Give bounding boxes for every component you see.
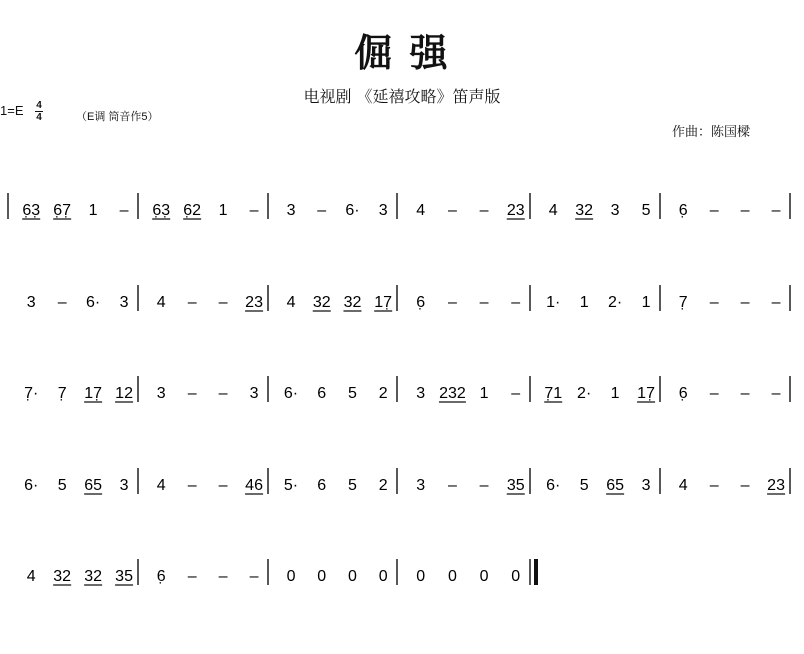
note-group: 2· [577, 385, 592, 402]
note-group: 5· [283, 477, 299, 494]
note-group: – [740, 385, 750, 402]
note-group: 6 [317, 477, 327, 494]
note-group: 1 [88, 202, 98, 219]
key-signature: 1=E [0, 103, 24, 118]
note-group: – [187, 568, 197, 585]
note-group: 3 [119, 477, 129, 494]
note-group: 3 [286, 202, 296, 219]
note-group: 6· [345, 202, 360, 219]
note-group: – [709, 202, 719, 219]
note-group: 0 [511, 568, 521, 585]
note-group: 5 [57, 477, 67, 494]
note-group: 0 [317, 568, 327, 585]
key-note: （E调 筒音作5） [76, 111, 159, 123]
note-group: – [709, 294, 719, 311]
note-group: – [218, 568, 228, 585]
note-group: – [479, 202, 489, 219]
note-group: 4 [548, 202, 558, 219]
note-group: 6̣ [678, 385, 688, 402]
note-group: 0 [348, 568, 357, 585]
note-group: 2 [378, 477, 388, 494]
note-group: 4 [156, 294, 166, 311]
note-group: – [249, 568, 259, 585]
note-group: 4 [286, 294, 296, 311]
note-group: 2· [608, 294, 623, 311]
note-group: 3 [641, 477, 651, 494]
note-group: – [317, 202, 327, 219]
note-group: – [709, 477, 719, 494]
subtitle: 电视剧 《延禧攻略》笛声版 [303, 87, 501, 106]
note-group: – [479, 477, 489, 494]
note-group: 6· [86, 294, 101, 311]
note-group: 5 [579, 477, 589, 494]
final-barline [534, 559, 538, 585]
note-group: – [771, 385, 781, 402]
note-group: 232 [439, 385, 466, 402]
note-group: – [218, 385, 228, 402]
note-group: 6̣ [416, 294, 426, 311]
note-group: – [447, 477, 457, 494]
note-group: 35 [506, 477, 525, 494]
note-group: 46 [245, 477, 263, 494]
note-group: 32 [343, 294, 362, 311]
note-group: 65 [606, 477, 625, 494]
note-group: – [249, 202, 259, 219]
note-group: 12 [115, 385, 133, 402]
note-group: 6̣2 [183, 202, 202, 219]
note-group: 3 [119, 294, 129, 311]
note-group: 3 [249, 385, 259, 402]
note-group: 32 [575, 202, 594, 219]
note-group: 35 [115, 568, 133, 585]
note-group: 7̣ [678, 294, 688, 311]
note-group: 0 [378, 568, 388, 585]
note-group: 1 [479, 385, 489, 402]
note-group: 65 [84, 477, 103, 494]
note-group: 7̣ [57, 385, 67, 402]
page-title: 倔 强 [354, 31, 450, 75]
note-group: 0 [479, 568, 489, 585]
note-group: 1 [218, 202, 228, 219]
note-group: 6· [283, 385, 299, 402]
note-group: 17̣ [84, 385, 103, 402]
time-signature-bottom: 4 [36, 112, 42, 123]
note-group: 6̣ [678, 202, 688, 219]
note-group: 32 [84, 568, 103, 585]
note-group: 4 [416, 202, 426, 219]
note-group: 3 [26, 294, 36, 311]
note-group: – [187, 477, 197, 494]
note-group: 0 [416, 568, 426, 585]
note-group: 6· [24, 477, 39, 494]
note-group: 5 [641, 202, 651, 219]
note-group: – [771, 294, 781, 311]
note-group: 3 [156, 385, 166, 402]
note-group: 3 [378, 202, 388, 219]
note-group: – [187, 294, 197, 311]
note-group: 6̣3̣ [22, 202, 41, 219]
note-group: – [447, 294, 457, 311]
note-group: – [740, 202, 750, 219]
note-group: – [218, 477, 228, 494]
note-group: 32 [312, 294, 331, 311]
note-group: – [740, 477, 750, 494]
note-group: – [187, 385, 197, 402]
note-group: – [511, 385, 521, 402]
note-group: 5 [348, 477, 357, 494]
note-group: 1 [641, 294, 651, 311]
note-group: 3 [416, 477, 426, 494]
note-group: 6̣3̣ [152, 202, 171, 219]
note-group: 23 [245, 294, 263, 311]
note-group: – [218, 294, 228, 311]
note-group: 1 [610, 385, 620, 402]
note-group: – [709, 385, 719, 402]
note-group: – [511, 294, 521, 311]
time-signature-top: 4 [36, 100, 42, 111]
note-group: 4 [678, 477, 688, 494]
note-group: 1 [579, 294, 589, 311]
note-group: 6 [317, 385, 327, 402]
note-group: 17̣ [374, 294, 393, 311]
note-group: 0 [286, 568, 296, 585]
note-group: – [479, 294, 489, 311]
note-group: 3 [610, 202, 620, 219]
note-group: 4 [26, 568, 36, 585]
note-group: 23 [767, 477, 785, 494]
note-group: – [740, 294, 750, 311]
note-group: – [57, 294, 67, 311]
note-group: 32 [53, 568, 72, 585]
composer: 作曲：陈国樑 [672, 124, 751, 139]
note-group: 6· [546, 477, 561, 494]
note-group: 2 [378, 385, 388, 402]
note-group: 6̣7̣ [53, 202, 72, 219]
note-group: – [119, 202, 129, 219]
note-group: 6̣ [156, 568, 166, 585]
note-group: 0 [447, 568, 457, 585]
note-group: – [771, 202, 781, 219]
note-group: 5 [348, 385, 357, 402]
note-group: 3 [416, 385, 426, 402]
note-group: 23 [506, 202, 525, 219]
note-group: 7̣1 [544, 385, 563, 402]
note-group: – [447, 202, 457, 219]
note-group: 17̣ [637, 385, 655, 402]
note-group: 4 [156, 477, 166, 494]
note-group: 1· [546, 294, 561, 311]
note-group: 7̣· [24, 385, 39, 402]
